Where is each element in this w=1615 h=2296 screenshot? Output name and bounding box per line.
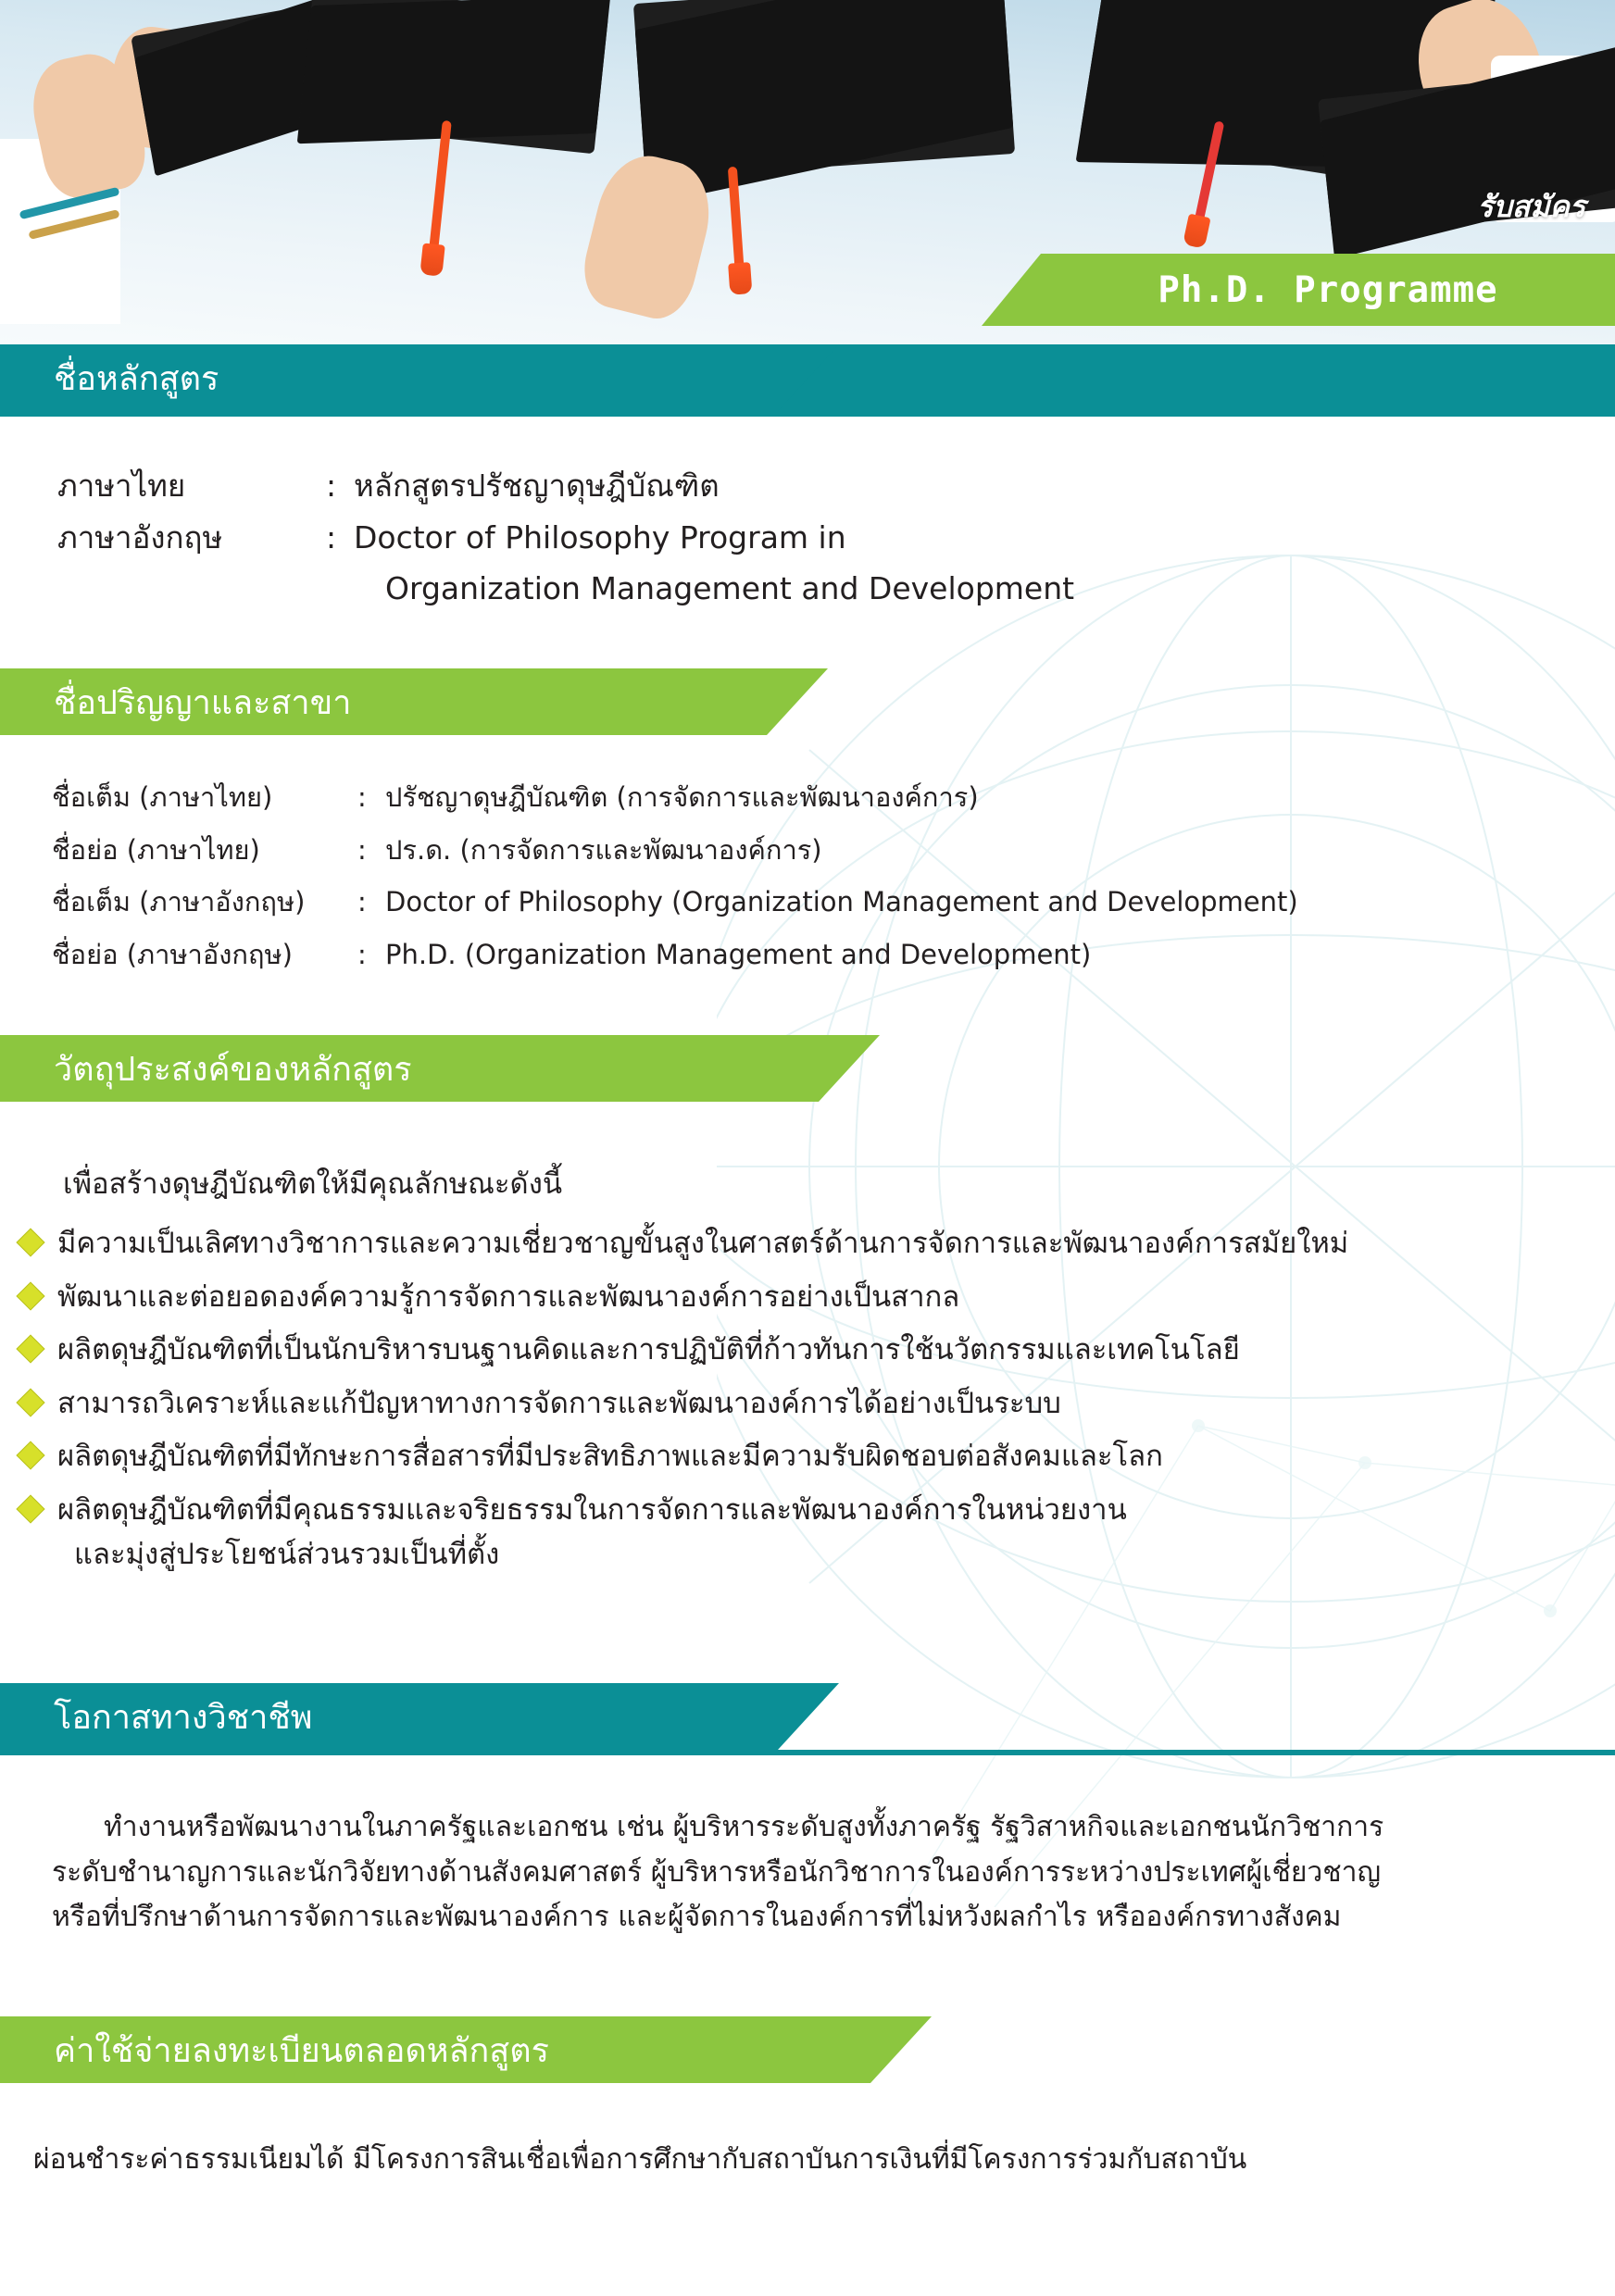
graduation-cap-2 xyxy=(299,0,608,154)
diamond-bullet-icon xyxy=(16,1228,44,1256)
career-line: ระดับชำนาญการและนักวิจัยทางด้านสังคมศาสตร์ ผู้บริหารหรือนักวิชาการในองค์การระหว่างประเทศผู้เชี่ยวชาญ xyxy=(52,1855,1382,1889)
objectives-list xyxy=(20,1222,1595,1577)
program-name-colon: : xyxy=(326,518,337,555)
diamond-bullet-icon xyxy=(16,1494,44,1523)
career-paragraph xyxy=(52,1805,1571,1940)
section-heading-objectives-label: วัตถุประสงค์ของหลักสูตร xyxy=(54,1050,412,1089)
program-name-colon-empty xyxy=(326,566,354,612)
program-name-value-continued: Organization Management and Development xyxy=(385,570,1075,606)
section-heading-degree-name-label: ชื่อปริญญาและสาขา xyxy=(54,683,352,722)
program-name-row-continued xyxy=(57,566,1558,612)
program-name-value: Doctor of Philosophy Program in xyxy=(354,518,846,555)
diamond-bullet-icon xyxy=(16,1388,44,1416)
degree-key: ชื่อย่อ (ภาษาอังกฤษ) xyxy=(52,938,293,970)
objective-item xyxy=(20,1435,1595,1479)
program-name-colon: : xyxy=(326,468,337,504)
graduation-cap-3 xyxy=(633,0,1015,180)
globe-decoration xyxy=(717,518,1615,1907)
objectives-intro: เพื่อสร้างดุษฎีบัณฑิตให้มีคุณลักษณะดังนี้ xyxy=(63,1167,563,1201)
degree-value: Ph.D. (Organization Management and Development) xyxy=(385,938,1092,970)
objective-item xyxy=(20,1276,1595,1319)
objective-item xyxy=(20,1489,1595,1532)
section-heading-career xyxy=(0,1683,833,1750)
divider-rule-1 xyxy=(0,411,1615,417)
degree-colon: : xyxy=(357,833,367,866)
degree-key: ชื่อเต็ม (ภาษาอังกฤษ) xyxy=(52,886,306,917)
degree-row xyxy=(52,830,1580,871)
section-heading-fees xyxy=(0,2016,926,2083)
phd-programme-banner xyxy=(1041,254,1615,326)
section-heading-program-name-label: ชื่อหลักสูตร xyxy=(54,359,219,398)
degree-name-rows xyxy=(52,778,1580,975)
objective-text: ผลิตดุษฎีบัณฑิตที่มีคุณธรรมและจริยธรรมในการจัดการและพัฒนาองค์การในหน่วยงาน xyxy=(57,1492,1127,1527)
program-name-key: ภาษาไทย xyxy=(57,468,186,504)
degree-row xyxy=(52,935,1580,976)
degree-row xyxy=(52,882,1580,923)
diamond-bullet-icon xyxy=(16,1441,44,1469)
objective-text: พัฒนาและต่อยอดองค์ความรู้การจัดการและพัฒนาองค์การอย่างเป็นสากล xyxy=(57,1279,960,1314)
degree-row xyxy=(52,778,1580,818)
degree-colon: : xyxy=(357,781,367,813)
degree-value: ปรัชญาดุษฎีบัณฑิต (การจัดการและพัฒนาองค์การ) xyxy=(385,781,979,813)
objective-text: มีความเป็นเลิศทางวิชาการและความเชี่ยวชาญขั้นสูงในศาสตร์ด้านการจัดการและพัฒนาองค์การสมัยใหม่ xyxy=(57,1227,1349,1260)
objective-item xyxy=(20,1382,1595,1426)
degree-key: ชื่อย่อ (ภาษาไทย) xyxy=(52,833,260,866)
objective-item xyxy=(20,1222,1595,1266)
diamond-bullet-icon xyxy=(16,1281,44,1310)
degree-value: ปร.ด. (การจัดการและพัฒนาองค์การ) xyxy=(385,833,822,866)
career-line: หรือที่ปรึกษาด้านการจัดการและพัฒนาองค์การ และผู้จัดการในองค์การที่ไม่หวังผลกำไร หรือองค์กรทางสังคม xyxy=(52,1901,1342,1934)
section-heading-degree-name xyxy=(0,668,833,735)
recruit-label: รับสมัคร xyxy=(1477,189,1585,224)
program-name-key: ภาษาอังกฤษ xyxy=(57,518,223,555)
objective-item xyxy=(20,1329,1595,1372)
fees-text: ผ่อนชำระค่าธรรมเนียมได้ มีโครงการสินเชื่อเพื่อการศึกษากับสถาบันการเงินที่มีโครงการร่วมกับสถาบัน xyxy=(33,2143,1247,2176)
degree-colon: : xyxy=(357,938,367,970)
section-heading-program-name xyxy=(0,344,833,411)
phd-programme-label: Ph.D. Programme xyxy=(1158,268,1498,311)
objective-text: สามารถวิเคราะห์และแก้ปัญหาทางการจัดการและพัฒนาองค์การได้อย่างเป็นระบบ xyxy=(57,1386,1061,1420)
program-name-value: หลักสูตรปรัชญาดุษฎีบัณฑิต xyxy=(354,468,720,504)
diamond-bullet-icon xyxy=(16,1334,44,1363)
program-name-row xyxy=(57,463,1558,509)
program-name-rows xyxy=(57,463,1558,612)
program-name-row xyxy=(57,515,1558,561)
program-name-key-empty xyxy=(57,566,326,612)
objective-item-continuation: และมุ่งสู่ประโยชน์ส่วนรวมเป็นที่ตั้ง xyxy=(74,1538,500,1571)
section-heading-objectives xyxy=(0,1035,870,1102)
section-heading-career-label: โอกาสทางวิชาชีพ xyxy=(54,1698,313,1737)
degree-key: ชื่อเต็ม (ภาษาไทย) xyxy=(52,781,273,813)
career-line: ทำงานหรือพัฒนางานในภาครัฐและเอกชน เช่น ผู้บริหารระดับสูงทั้งภาครัฐ รัฐวิสาหกิจและเอกชนนักวิชาการ xyxy=(104,1811,1384,1843)
objective-text: ผลิตดุษฎีบัณฑิตที่มีทักษะการสื่อสารที่มีประสิทธิภาพและมีความรับผิดชอบต่อสังคมและโลก xyxy=(57,1440,1163,1473)
objective-text: ผลิตดุษฎีบัณฑิตที่เป็นนักบริหารบนฐานคิดและการปฏิบัติที่ก้าวทันการใช้นวัตกรรมและเทคโนโลยี xyxy=(57,1333,1240,1366)
divider-rule-2 xyxy=(0,1750,1615,1755)
section-heading-fees-label: ค่าใช้จ่ายลงทะเบียนตลอดหลักสูตร xyxy=(54,2031,549,2070)
degree-value: Doctor of Philosophy (Organization Management and Development) xyxy=(385,886,1298,917)
degree-colon: : xyxy=(357,886,367,917)
